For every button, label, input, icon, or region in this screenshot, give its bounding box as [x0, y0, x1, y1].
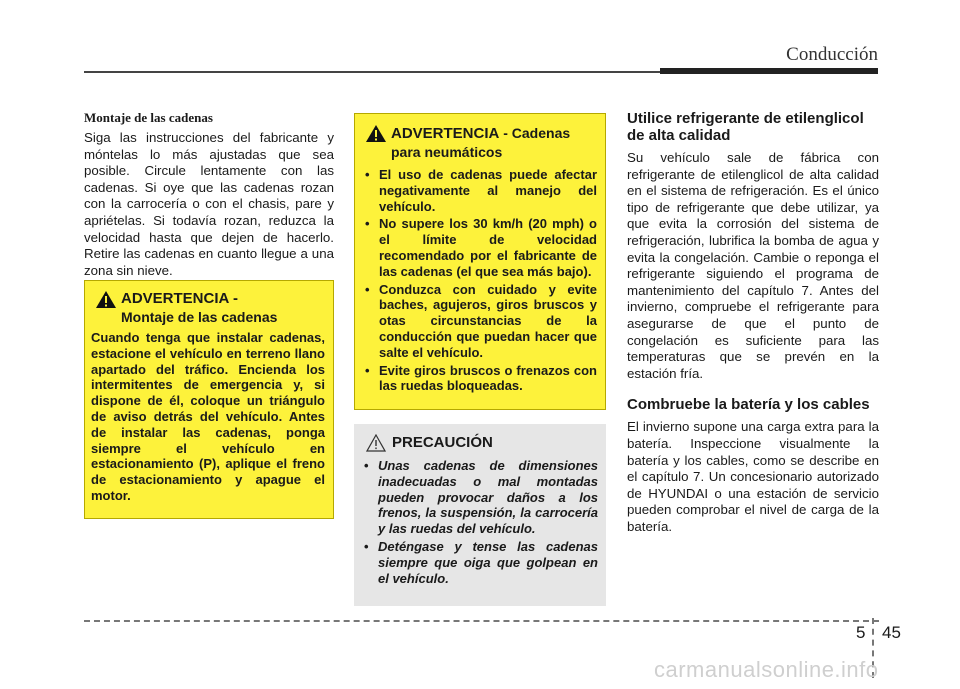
chapter-number: 5: [856, 623, 866, 642]
header-title: Conducción: [786, 44, 878, 65]
page-number: 45: [882, 623, 901, 642]
battery-section-title: Combruebe la batería y los cables: [627, 396, 870, 414]
list-item: • Deténgase y tense las cadenas siempre que oiga que golpean en el vehículo.: [360, 539, 598, 586]
caution-title: PRECAUCIÓN: [392, 434, 493, 451]
list-item: • No supere los 30 km/h (20 mph) o el límite de velocidad recomendado por el fabricante de las cadenas (el que sea más bajo).: [361, 216, 597, 279]
warning-subtitle: Montaje de las cadenas: [121, 309, 278, 325]
warning-subtitle: para neumáticos: [391, 144, 503, 160]
section-title: Montaje de las cadenas: [84, 110, 213, 125]
list-item: • Unas cadenas de dimensiones inadecuadas o mal montadas pueden provocar daños a los frenos, la suspensión, la carrocería y las ruedas del vehículo.: [360, 458, 598, 537]
header-rule-accent: [660, 68, 878, 74]
warning-title: ADVERTENCIA: [391, 125, 500, 142]
caution-header: [360, 434, 598, 452]
coolant-section-title: Utilice refrigerante de etilenglicol de alta calidad: [627, 110, 864, 144]
warning-body: Cuando tenga que instalar cadenas, estacione el vehículo en terreno llano apartado del tráfico. Encienda los intermitentes de emergencia y, si dispone de él, coloque un triángulo de aviso detrás del vehículo. Antes de instalar las cadenas, ponga siempre el vehículo en estacionamiento (P), aplique el freno de estacionamiento y apague el motor.: [91, 330, 325, 503]
warning-box-tire-chains: [354, 113, 606, 410]
watermark: carmanualsonline.info: [654, 657, 879, 682]
warning-title-suffix: - Cadenas: [499, 125, 571, 141]
battery-section-body: El invierno supone una carga extra para la batería. Inspeccione visualmente la batería y los cables, como se describe en el capítulo 7. Un concesionario autorizado de HYUNDAI o una estación de servicio pueden comprobar el nivel de carga de la batería.: [627, 419, 879, 534]
caution-triangle-icon: [366, 434, 386, 457]
warning-header: [91, 290, 325, 326]
warning-triangle-icon: [95, 290, 117, 314]
warning-list: [361, 167, 597, 394]
section-body: Siga las instrucciones del fabricante y móntelas lo más ajustadas que sea posible. Circule lentamente con las cadenas. Si oye que las cadenas rozan con la carrocería o con el chasis, pare y apriételas. Si todavía rozan, reduzca la velocidad hasta que dejen de hacerlo. Retire las cadenas en cuanto llegue a una zona sin nieve.: [84, 130, 334, 278]
caution-box: [354, 424, 606, 606]
winter-maintenance-column: [627, 110, 879, 535]
warning-triangle-icon: [365, 124, 387, 148]
list-item: • Evite giros bruscos o frenazos con las ruedas bloqueadas.: [361, 363, 597, 395]
list-item: • El uso de cadenas puede afectar negativamente al manejo del vehículo.: [361, 167, 597, 214]
warning-header: [361, 124, 597, 161]
footer-rule: [84, 620, 879, 622]
list-item: • Conduzca con cuidado y evite baches, agujeros, giros bruscos y otas circunstancias de la conducción que puedan hacer que salte el vehículo.: [361, 282, 597, 361]
header-rule: [84, 71, 734, 73]
caution-list: [360, 458, 598, 586]
warning-box-chains: [84, 280, 334, 519]
coolant-section-body: Su vehículo sale de fábrica con refrigerante de etilenglicol de alta calidad en el sistema de refrigeración. Es el único tipo de refrigerante que debe utilizar, ya que evita la corrosión del sistema de refrigeración, lubrifica la bomba de agua y evita la congelación. Cambie o reponga el refrigerante siguiendo el programa de mantenimiento del capítulo 7. Antes del invierno, compruebe el refrigerante para asegurarse de que el punto de congelación es suficiente para las temperaturas que se prevén en la estación fría.: [627, 150, 879, 381]
warning-title: ADVERTENCIA -: [121, 290, 238, 307]
chain-mounting-section: [84, 110, 334, 279]
